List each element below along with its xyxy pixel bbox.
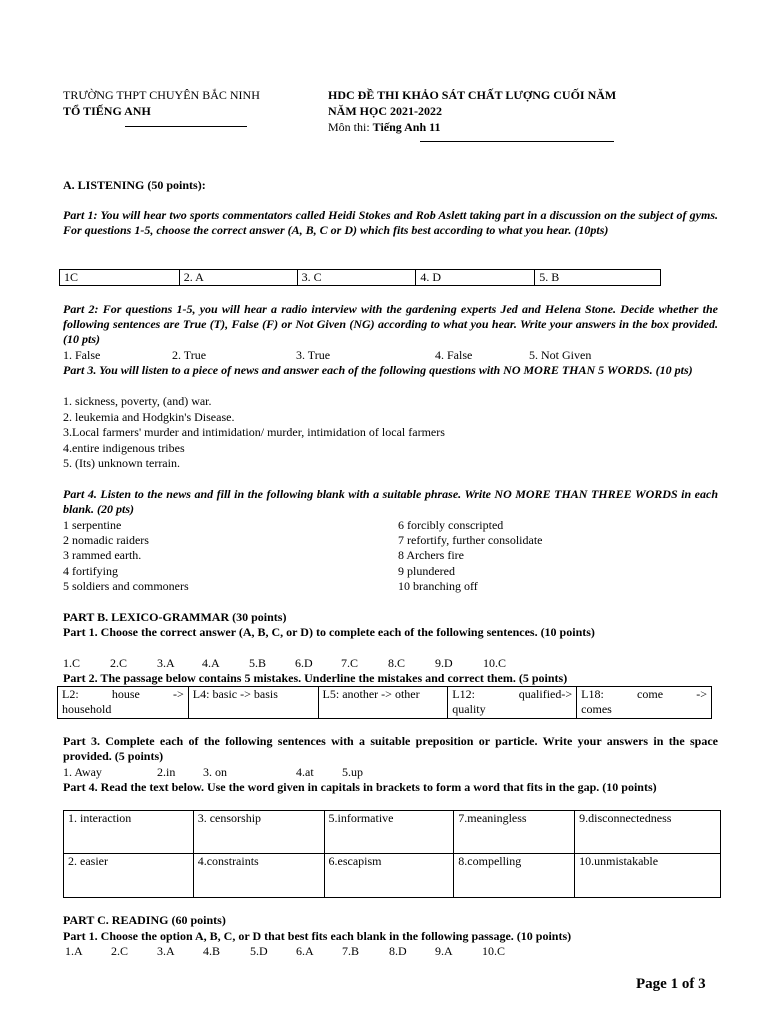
answer-item: 4 fortifying <box>63 564 118 578</box>
grammar-part2-table <box>57 686 712 719</box>
correction-word: quality <box>452 702 486 716</box>
answer-item: 7.B <box>342 944 360 958</box>
arrow: -> <box>173 687 184 701</box>
grammar-part4-table <box>63 810 721 898</box>
grammar-part1-answers <box>63 656 718 671</box>
arrow: -> <box>696 687 707 701</box>
correction-cell <box>448 687 577 719</box>
answer-cell: 4.constraints <box>193 854 324 898</box>
department-name: TỔ TIẾNG ANH <box>63 104 151 118</box>
answer-item: 3.Local farmers' murder and intimidation/ murder, intimidation of local farmers <box>63 425 445 439</box>
listening-part4-instructions: Part 4. Listen to the news and fill in the following blank with a suitable phrase. Write NO MORE THAN THREE WORDS in each blank. (20 pts) <box>63 487 718 516</box>
correction-word: household <box>62 702 112 716</box>
answer-item: 5. (Its) unknown terrain. <box>63 456 180 470</box>
answer-item: 6.A <box>296 944 314 958</box>
answer-item: 2 nomadic raiders <box>63 533 149 547</box>
subject-name: Tiếng Anh 11 <box>372 120 441 134</box>
exam-year: NĂM HỌC 2021-2022 <box>328 104 442 118</box>
answer-cell: 1C <box>60 270 180 286</box>
answer-cell: 5.informative <box>324 811 454 854</box>
answer-item: 2. True <box>172 348 207 362</box>
grammar-part3-instructions: Part 3. Complete each of the following sentences with a suitable preposition or particle. Write your answers in the space provided. (5 points) <box>63 734 718 763</box>
answer-cell: 1. interaction <box>64 811 194 854</box>
answer-item: 5. Not Given <box>529 348 592 362</box>
subject-label: Môn thi: <box>328 120 373 134</box>
answer-item: 5.up <box>342 765 363 779</box>
answer-item: 3.A <box>157 656 175 670</box>
mistake-word: house <box>111 687 140 701</box>
answer-item: 6.D <box>295 656 313 670</box>
answer-item: 1.A <box>65 944 83 958</box>
answer-item: 10 branching off <box>398 579 478 593</box>
grammar-part2-instructions: Part 2. The passage below contains 5 mistakes. Underline the mistakes and correct them. (5 points) <box>63 671 568 685</box>
answer-item: 5.B <box>249 656 267 670</box>
answer-cell: 3. censorship <box>193 811 324 854</box>
answer-item: 1. Away <box>63 765 102 779</box>
page-number: Page 1 of 3 <box>636 976 706 992</box>
answer-cell: 8.compelling <box>454 854 575 898</box>
correction-cell <box>58 687 189 719</box>
exam-title: HDC ĐỀ THI KHẢO SÁT CHẤT LƯỢNG CUỐI NĂM <box>328 88 617 102</box>
answer-cell: 4. D <box>416 270 535 286</box>
answer-item: 10.C <box>483 656 507 670</box>
answer-item: 9.D <box>435 656 453 670</box>
section-b-heading: PART B. LEXICO-GRAMMAR (30 points) <box>63 610 287 624</box>
answer-item: 8 Archers fire <box>398 548 464 562</box>
listening-part1-instructions: Part 1: You will hear two sports commentators called Heidi Stokes and Rob Aslett taking part in a discussion on the subject of gyms. For questions 1-5, choose the correct answer (A, B, C or D) which fits best according to what you hear. (10pts) <box>63 208 718 237</box>
answer-item: 1. False <box>63 348 101 362</box>
answer-item: 2.C <box>111 944 129 958</box>
answer-item: 6 forcibly conscripted <box>398 518 504 532</box>
reading-part1-instructions: Part 1. Choose the option A, B, C, or D that best fits each blank in the following passage. (10 points) <box>63 929 572 943</box>
grammar-part4-instructions: Part 4. Read the text below. Use the word given in capitals in brackets to form a word that fits in the gap. (10 points) <box>63 780 657 794</box>
mistake-word: come <box>637 687 664 701</box>
answer-item: 1. sickness, poverty, (and) war. <box>63 394 212 408</box>
line-ref: L2: <box>62 687 79 701</box>
school-name: TRƯỜNG THPT CHUYÊN BẮC NINH <box>63 88 260 102</box>
answer-item: 4.A <box>202 656 220 670</box>
listening-part1-answer-table <box>59 269 661 286</box>
answer-item: 3. on <box>203 765 227 779</box>
reading-part1-answers <box>63 944 718 959</box>
answer-item: 5 soldiers and commoners <box>63 579 189 593</box>
answer-item: 8.D <box>389 944 407 958</box>
answer-item: 4.at <box>296 765 314 779</box>
correction-cell: L5: another -> other <box>318 687 448 719</box>
header-divider-left <box>125 126 247 127</box>
answer-item: 9.A <box>435 944 453 958</box>
answer-item: 3 rammed earth. <box>63 548 142 562</box>
answer-item: 4.B <box>203 944 221 958</box>
answer-item: 2.C <box>110 656 128 670</box>
answer-item: 8.C <box>388 656 406 670</box>
answer-item: 3. True <box>296 348 331 362</box>
correction-cell: L4: basic -> basis <box>188 687 318 719</box>
grammar-part1-instructions: Part 1. Choose the correct answer (A, B, C, or D) to complete each of the following sentences. (10 points) <box>63 625 595 639</box>
mistake-word: qualified-> <box>518 687 573 701</box>
answer-item: 4.entire indigenous tribes <box>63 441 185 455</box>
answer-item: 4. False <box>435 348 473 362</box>
answer-item: 1 serpentine <box>63 518 122 532</box>
section-a-heading: A. LISTENING (50 points): <box>63 178 206 192</box>
exam-subject <box>328 120 440 135</box>
answer-item: 7 refortify, further consolidate <box>398 533 543 547</box>
answer-item: 7.C <box>341 656 359 670</box>
answer-item: 2. leukemia and Hodgkin's Disease. <box>63 410 235 424</box>
answer-item: 3.A <box>157 944 175 958</box>
answer-cell: 10.unmistakable <box>575 854 721 898</box>
answer-cell: 2. easier <box>64 854 194 898</box>
correction-cell <box>577 687 712 719</box>
answer-item: 5.D <box>250 944 268 958</box>
answer-cell: 2. A <box>179 270 297 286</box>
listening-part3-instructions: Part 3. You will listen to a piece of news and answer each of the following questions with NO MORE THAN 5 WORDS. (10 pts) <box>63 363 693 377</box>
header-divider-right <box>420 141 614 142</box>
listening-part2-answers <box>63 348 718 363</box>
answer-item: 9 plundered <box>398 564 455 578</box>
listening-part2-instructions: Part 2: For questions 1-5, you will hear a radio interview with the gardening experts Jed and Helena Stone. Decide whether the following sentences are True (T), False (F) or Not Given (NG) according to what you hear. Write your answers in the box provided. (10 pts) <box>63 302 718 346</box>
correction-word: comes <box>581 702 612 716</box>
answer-item: 1.C <box>63 656 81 670</box>
answer-cell: 9.disconnectedness <box>575 811 721 854</box>
line-ref: L12: <box>452 687 475 701</box>
answer-item: 10.C <box>482 944 506 958</box>
answer-cell: 3. C <box>297 270 416 286</box>
answer-cell: 7.meaningless <box>454 811 575 854</box>
section-c-heading: PART C. READING (60 points) <box>63 913 226 927</box>
grammar-part3-answers <box>63 765 718 780</box>
line-ref: L18: <box>581 687 604 701</box>
answer-cell: 5. B <box>535 270 661 286</box>
answer-cell: 6.escapism <box>324 854 454 898</box>
answer-item: 2.in <box>157 765 176 779</box>
